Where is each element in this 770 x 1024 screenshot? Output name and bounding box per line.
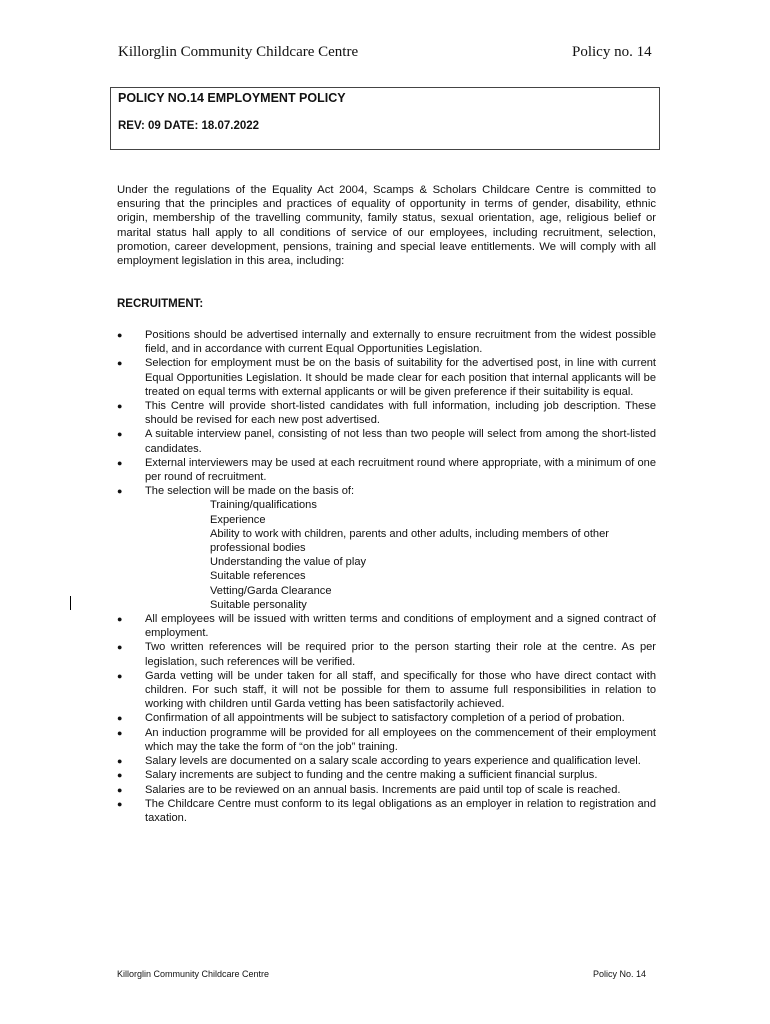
- criteria-item: Ability to work with children, parents and other adults, including members of other professional bodies: [210, 527, 609, 555]
- criteria-item: Suitable personality: [210, 598, 307, 611]
- list-item: [117, 768, 656, 782]
- recruitment-list: [117, 328, 656, 825]
- bullet-icon: ●: [117, 784, 123, 795]
- list-item-text: All employees will be issued with written terms and conditions of employment and a signed contract of employment.: [145, 613, 656, 640]
- list-item-text: Confirmation of all appointments will be subject to satisfactory completion of a period of probation.: [145, 712, 625, 725]
- footer-policy-number: Policy No. 14: [593, 969, 647, 979]
- bullet-icon: ●: [117, 358, 123, 369]
- list-item: [117, 783, 656, 797]
- header-policy-number: Policy no. 14: [572, 44, 652, 60]
- bullet-icon: ●: [117, 429, 123, 440]
- criteria-item: Suitable references: [210, 570, 306, 583]
- list-item-text: Salary increments are subject to funding and the centre making a sufficient financial surplus.: [145, 769, 598, 782]
- list-item-text: This Centre will provide short-listed candidates with full information, including job description. These should be revised for each new post advertised.: [145, 400, 656, 427]
- list-item: [117, 711, 656, 725]
- list-item: [117, 456, 656, 484]
- list-item-text: The selection will be made on the basis of:: [145, 485, 355, 498]
- list-item: [117, 328, 656, 356]
- list-item: [117, 427, 656, 455]
- section-title-recruitment: RECRUITMENT:: [117, 298, 204, 310]
- list-item-text: Salaries are to be reviewed on an annual basis. Increments are paid until top of scale is reached.: [145, 783, 621, 796]
- list-item-text: The Childcare Centre must conform to its legal obligations as an employer in relation to registration and taxation.: [145, 797, 656, 824]
- list-item-text: Positions should be advertised internally and externally to ensure recruitment from the widest possible field, and in accordance with current Equal Opportunities Legislation.: [145, 329, 656, 356]
- list-item: [117, 669, 656, 712]
- list-item-text: Garda vetting will be under taken for all staff, and specifically for those who have direct contact with children. For such staff, it will not be possible for them to assume full responsibilities in relation to working with children until Garda vetting has been satisfactorily achieved.: [145, 669, 656, 711]
- selection-criteria-list: [145, 498, 656, 612]
- footer-centre-name: Killorglin Community Childcare Centre: [117, 969, 270, 979]
- bullet-icon: ●: [117, 670, 123, 681]
- list-item: [117, 484, 656, 612]
- list-item-text: Two written references will be required prior to the person starting their role at the centre. As per legislation, such references will be verified.: [145, 641, 656, 668]
- bullet-icon: ●: [117, 330, 123, 340]
- bullet-icon: ●: [117, 798, 123, 809]
- header-centre-name: Killorglin Community Childcare Centre: [118, 44, 359, 60]
- bullet-icon: ●: [117, 713, 123, 724]
- policy-title: POLICY NO.14 EMPLOYMENT POLICY: [118, 91, 346, 105]
- list-item: [117, 612, 656, 640]
- list-item-text: An induction programme will be provided for all employees on the commencement of their employment which may the take the form of “on the job” training.: [145, 726, 656, 753]
- bullet-icon: ●: [117, 770, 123, 781]
- list-item-text: Selection for employment must be on the basis of suitability for the advertised post, in line with current Equal Opportunities Legislation. It should be made clear for each position that internal applicants will be treated on equal terms with external applicants or will be given preference if their suitability is equal.: [145, 357, 656, 398]
- list-item: [117, 399, 656, 427]
- policy-title-box: [110, 87, 660, 150]
- criteria-item: Vetting/Garda Clearance: [210, 584, 332, 597]
- list-item: [117, 754, 656, 768]
- bullet-icon: ●: [117, 486, 123, 497]
- intro-paragraph: Under the regulations of the Equality Act 2004, Scamps & Scholars Childcare Centre is committed to ensuring that the principles and practices of equality of opportunity in terms of gender, disability, ethnic origin, membership of the travelling community, family status, sexual orientation, age, religious belief or marital status hall apply to all conditions of service of our employees, including recruitment, selection, promotion, career development, pensions, training and special leave entitlements. We will comply with all employment legislation in this area, including:: [117, 184, 656, 268]
- list-item: [117, 640, 656, 668]
- criteria-item: Experience: [210, 513, 266, 526]
- list-item: [117, 797, 656, 825]
- list-item-text: External interviewers may be used at each recruitment round where appropriate, with a minimum of one per round of recruitment.: [145, 456, 656, 484]
- list-item: [117, 726, 656, 754]
- bullet-icon: ●: [117, 727, 123, 738]
- bullet-icon: ●: [117, 756, 123, 767]
- criteria-item: Training/qualifications: [210, 499, 317, 512]
- bullet-icon: ●: [117, 401, 123, 412]
- bullet-icon: ●: [117, 457, 123, 468]
- criteria-item: Understanding the value of play: [210, 556, 367, 569]
- list-item-text: A suitable interview panel, consisting of not less than two people will select from among the short-listed candidates.: [145, 428, 656, 455]
- bullet-icon: ●: [117, 642, 123, 653]
- list-item-text: Salary levels are documented on a salary scale according to years experience and qualification level.: [145, 755, 641, 768]
- bullet-icon: ●: [117, 614, 123, 625]
- text-cursor-mark: [70, 596, 71, 610]
- list-item: [117, 356, 656, 399]
- policy-revision: REV: 09 DATE: 18.07.2022: [118, 120, 260, 132]
